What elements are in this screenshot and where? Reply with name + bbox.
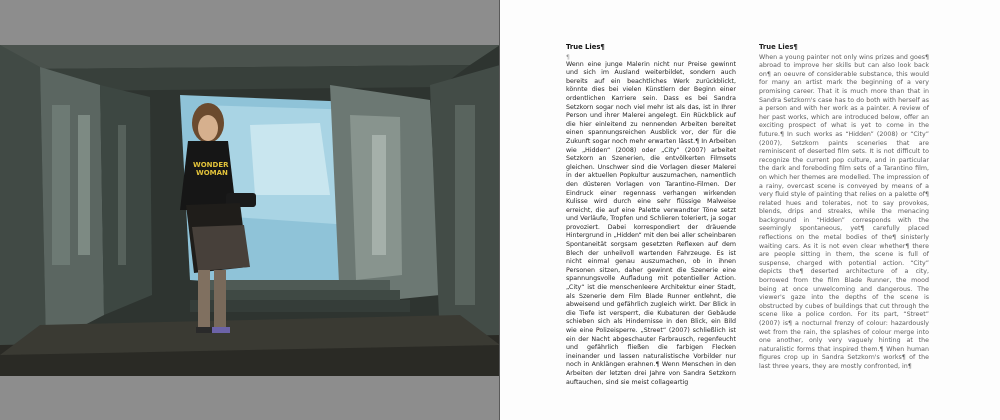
artist-photo: [0, 45, 500, 376]
svg-text:WOMAN: WOMAN: [196, 169, 228, 177]
english-text-column: [759, 43, 929, 372]
photo-illustration: [0, 45, 500, 376]
english-body-text: When a young painter not only wins prizes and goes¶ abroad to improve her skills but can also look back on¶ an oeuvre of considerable substance, this would for many an artist mark the beginning of a very promising career. That it is much more than that in Sandra Setzkorn's case has to do both with herself as a person and with her work as a painter. A review of her past works, which are introduced below, offer an exciting prospect of what is yet to come in the future.¶ In such works as “Hidden” (2008) or “City” (2007), Setzkorn paints sceneries that are reminiscent of deserted film sets. It is not difficult to recognize the current pop culture, and in particular the dark and foreboding film sets of a Tarantino film, on which her themes are modelled. The impression of a rainy, overcast scene is conveyed by means of a very fluid style of painting that relies on a palette of¶ related hues and tolerates, not to say provokes, blends, drips and streaks, while the menacing background in “Hidden” corresponds with the seemingly spontaneous, yet¶ carefully placed reflections on the metal bodies of the¶ sinisterly waiting cars. As it is not even clear whether¶ there are people sitting in them, the scene is full of suspense, charged with potential action. “City” depicts the¶ deserted architecture of a city, borrowed from the film Blade Runner, the mood being at once unwelcoming and dangerous. The viewer's gaze into the depths of the scene is obstructed by cubes of buildings that cut through the scene like a police cordon. For its part, “Street” (2007) is¶ a nocturnal frenzy of colour: hazardously wet from the rain, the splashes of colour merge into one another, only very vaguely hinting at the naturalistic forms that inspired them.¶ When human figures crop up in Sandra Setzkorn's works¶ of the last three years, they are mostly confronted, in¶: [759, 53, 929, 370]
german-body-text: Wenn eine junge Malerin nicht nur Preise gewinnt und sich im Ausland weiterbildet, sondern auch bereits auf ein beachtliches Werk zurückblickt, könnte dies bei vielen Künstlern der Beginn einer ordentlichen Karriere sein. Dass es bei Sandra Setzkorn sogar noch viel mehr ist als das, ist in Ihrer Person und ihrer Malerei angelegt. Ein Rückblick auf die hier einleitend zu nennenden Arbeiten bereitet einen spannungsreichen Ausblick vor, der für die Zukunft sogar noch mehr erwarten lässt.¶ In Arbeiten wie „Hidden“ (2008) oder „City“ (2007) arbeitet Setzkorn an Szenerien, die entvölkerten Filmsets gleichen. Unschwer sind die Vorlagen dieser Malerei in der aktuellen Popkultur auszumachen, namentlich den düsteren Vorlagen von Tarantino-Filmen. Der Eindruck einer regennass verhangen wirkenden Kulisse wird durch eine sehr flüssige Malweise erreicht, die auf eine Palette verwandter Töne setzt und Verläufe, Tropfen und Schlieren toleriert, ja sogar provoziert. Dabei korrespondiert der dräuende Hintergrund in „Hidden“ mit den bei aller scheinbaren Spontaneität sorgsam gesetzten Reflexen auf dem Blech der unheilvoll wartenden Fahrzeuge. Es ist nicht einmal genau auszumachen, ob in ihnen Personen sitzen, daher gewinnt die Szenerie eine spannungsvolle Aufladung mit potentieller Action. „City“ ist die menschenleere Architektur einer Stadt, als Szenerie dem Film Blade Runner entlehnt, die abweisend und gefährlich zugleich wirkt. Der Blick in die Tiefe ist versperrt, die Kubaturen der Gebäude schieben sich als Hindernisse in den Blick, ein Bild wie eine Polizeisperre. „Street“ (2007) schließlich ist ein der Nacht abgeschauter Farbrausch, regenfeucht und gefährlich fließen die farbigen Flecken ineinander und lassen naturalistische Vorbilder nur noch in Anklängen erahnen.¶ Wenn Menschen in den Arbeiten der letzten drei Jahre von Sandra Setzkorn auftauchen, sind sie meist collageartig: [566, 60, 736, 386]
german-text-column: [566, 43, 736, 387]
svg-text:WONDER: WONDER: [193, 161, 229, 169]
english-title: True Lies¶: [759, 43, 798, 51]
german-title: True Lies¶: [566, 43, 605, 51]
german-pilcrow: ¶: [566, 53, 570, 61]
